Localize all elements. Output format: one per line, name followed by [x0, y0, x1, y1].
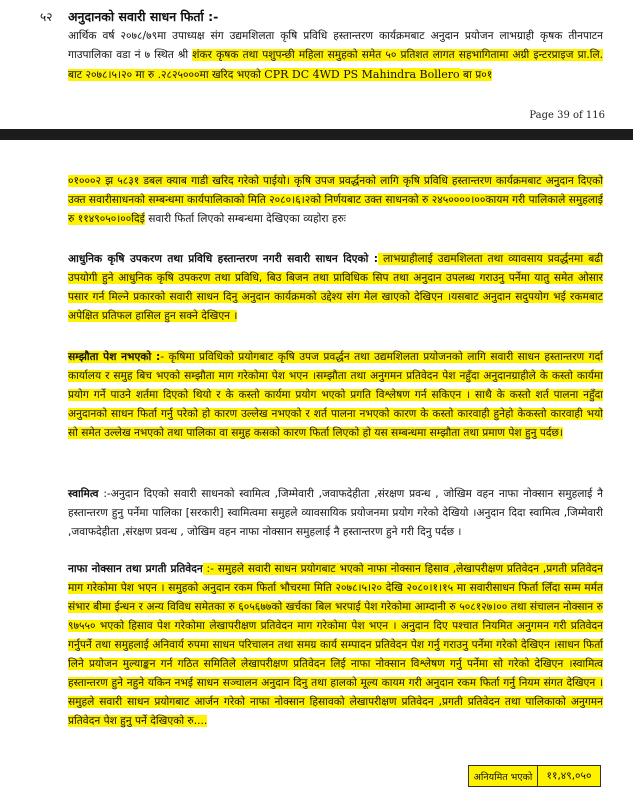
- vehicle-model: CPR DC 4WD PS Mahindra Bollero: [264, 68, 460, 81]
- p4-text: :-अनुदान दिएको सवारी साधनको स्वामित्व ,जिम्मेवारी ,जवाफदेहीता ,संरक्षण प्रवन्ध , जोखिम वहन नाफा नोक्सान समुहलाई नै हस्तान्तरण हुनु पर्नेमा पालिका [सरकारी] स्वामित्वमा समुहले व्यावसायिक प्रयोजनमा प्रयोग गरेको देखियो ।अनुदान दिदा स्वामित्व ,जिम्मेवारी ,जवाफदेहीता ,संरक्षण प्रवन्ध , जोखिम वहन नाफा नोक्सान समुहलाई नै हस्तान्तरण हुने गरी दिनु पर्दछ ।: [68, 488, 603, 538]
- p1-text-b: । कृषि उपज प्रवर्द्धनको लागि कृषि प्रविधि हस्तान्तरण कार्यक्रमबाट अनुदान दिएको उक्त सवारीसाधनको सम्बन्धमा कार्यपालिकाको मिति २०८०।६।२को निर्णयबाट उक्त साधनको रु २४५००००।००कायम गरी पालिकाले समुहलाई: [68, 175, 603, 206]
- intro-text-a: आर्थिक वर्ष २०७८/७९मा उपाध्यक्ष संग उद्यमशिलता कृषि प्रविधि हस्तान्तरण कार्यक्रमबाट अनुदान प्रयोजन लाभग्राही कृषक तीनपाटन गाउपालिका वडा नं ७ स्थित श्री: [68, 30, 603, 61]
- previous-page-section: [0, 0, 633, 128]
- paragraph-vehicle-purchase: [68, 172, 603, 229]
- section-heading: अनुदानको सवारी साधन फिर्ता :-: [68, 9, 219, 24]
- p1-text-a: ०१०००२ झ ५८३१ डबल क्याब गाडी खरिद गरेको पाईयो: [68, 175, 286, 187]
- p1-amount: रु ११४९०५०।००दिई: [68, 213, 145, 225]
- paragraph-modern-equipment: [68, 250, 603, 326]
- paragraph-ownership: [68, 485, 603, 542]
- irregular-value: ११,४९,०५०: [546, 770, 592, 782]
- intro-paragraph: [68, 27, 603, 85]
- p4-heading: स्वामित्व: [68, 488, 99, 500]
- irregular-amount-box: [468, 765, 601, 787]
- intro-text-b: शंकर कृषक तथा पशुपन्छी महिला समुहको समेत ५० प्रतिशत लागत सहभागितामा अग्री इन्टरप्राइज प्रा.लि. बाट २०७८।५।२० मा रु .२८२५०००मा खरिद भएको: [68, 49, 603, 81]
- p1-text-d: सवारी फिर्ता लिएको सम्बन्धमा देखिएका व्यहोरा हरुः: [144, 213, 346, 225]
- page-number: Page 39 of 116: [529, 110, 605, 121]
- p5-text: :- समुहले सवारी साधन प्रयोगबाट भएको नाफा नोक्सान हिसाव ,लेखापरीक्षण प्रतिवेदन ,प्रगती प्रतिवेदन माग गरेकोमा पेश भएन । समुहको अनुदान रकम फिर्ता भौचरमा मिति २०७८।५।२० देखि २०८०।१।१५ मा सवारीसाधन फिर्ता लिँदा सम्म मर्मत संभार बीमा ईन्धन र अन्य विविध समेतका रु ६०५६७७को खर्चका बिल भरपाई पेश गरेकोमा आम्दानी रु ५०८१२७।०० तथा संचालन नोक्सान रु ९७५५० भएको हिसाव पेश गरेकोमा लेखापरीक्षण प्रतिवेदन माग गरेकोमा पेश भएन । अनुदान दिए पश्चात नियमित अनुगमन गरी प्रतिवेदन गर्नुपर्ने तथा समुहलाई अनिवार्य रुपमा साधन परिचालन तथा समग्र कार्य सम्पादन प्रतिवेदन पेश गर्नु गराउनु पर्नेमा गरेको देखिएन ।साधन फिर्ता लिने प्रयोजन मुल्याङ्कन गर्न गठित समितिले लेखापरीक्षण प्रतिवेदन लिई नाफा नोक्सान विश्लेषण गर्नु पर्नेमा सो गरेको देखिएन ।स्वामित्व हस्तान्तरण हुने नहुने यकिन नभई साधन सञ्चालन अनुदान दिनु तथा हालको मूल्य कायम गरी अनुदान रकम फिर्ता गर्नु नियम संगत देखिएन । समुहले सवारी साधन प्रयोगबाट आर्जन गरेको नाफा नोक्सान हिसावको लेखापरीक्षण प्रतिवेदन ,प्रगती प्रतिवेदन तथा पालिकाको अनुगमन प्रतिवेदन पेश हुनु पर्ने देखिएको रु....: [68, 563, 603, 727]
- irregular-label: अनियमित भएको: [469, 766, 538, 786]
- p2-text: लाभग्राहीलाई उद्यमशिलता तथा व्यावसाय प्रवर्द्धनमा बढी उपयोगी हुने आधुनिक कृषि उपकरण तथा प्रविधि, बिउ बिजन तथा प्राविधिक सिप तथा अनुदान उपलब्ध गराउनु पर्नेमा यातु समेत ओसार पसार गर्न मिल्ने प्रकारको सवारी साधन दिनु अनुदान कार्यक्रमको उद्देश्य संग मेल खाएको देखिएन ।यसबाट अनुदान सदुपयोग भई रकमबाट अपेक्षित प्रतिफल हासिल हुन सक्ने देखिएन ।: [68, 253, 603, 322]
- intro-text-d: बा प्र०१: [459, 69, 493, 81]
- section-number: ५२: [40, 10, 53, 24]
- paragraph-agreement: [68, 348, 603, 443]
- p3-heading: सम्झौता पेश नभएको :: [68, 351, 161, 363]
- paragraph-profit-loss: [68, 560, 603, 731]
- p3-text: - कृषिमा प्रविधिको प्रयोगबाट कृषि उपज प्रवर्द्धन तथा उद्यमशिलता प्रयोजनको लागि सवारी साधन हस्तान्तरण गर्दा कार्यालय र समुह बिच भएको सम्झौता माग गरेकोमा पेश भएन ।सम्झौता तथा अनुगमन प्रतिवेदन पेश नहुँदा अनुदानग्राहीले के कस्तो कार्यमा प्रयोग गर्ने पाउने शर्तमा दिएको थियो र के कस्तो कार्यमा प्रयोग भएको प्रगति विश्लेषण गर्न सकिएन । साथै के कस्तो शर्त पालना नहुँदा अनुदानको साधन फिर्ता गर्नु परेको हो कारण उल्लेख नभएको र शर्त पालना नभएको कारण के कस्तो कारवाही हुनेहो केकस्तो कारवाही भयो सो समेत उल्लेख नभएको तथा पालिका वा समुह कसको कारण फिर्ता लिएको हो यस सम्बन्धमा सम्झौता तथा प्रमाण पेश हुनु पर्दछ।: [68, 351, 603, 439]
- p5-heading: नाफा नोक्सान तथा प्रगती प्रतिवेदन: [68, 563, 203, 575]
- p2-heading: आधुनिक कृषि उपकरण तथा प्रविधि हस्तान्तरण नगरी सवारी साधन दिएको :: [68, 253, 378, 265]
- page-divider: [0, 129, 633, 140]
